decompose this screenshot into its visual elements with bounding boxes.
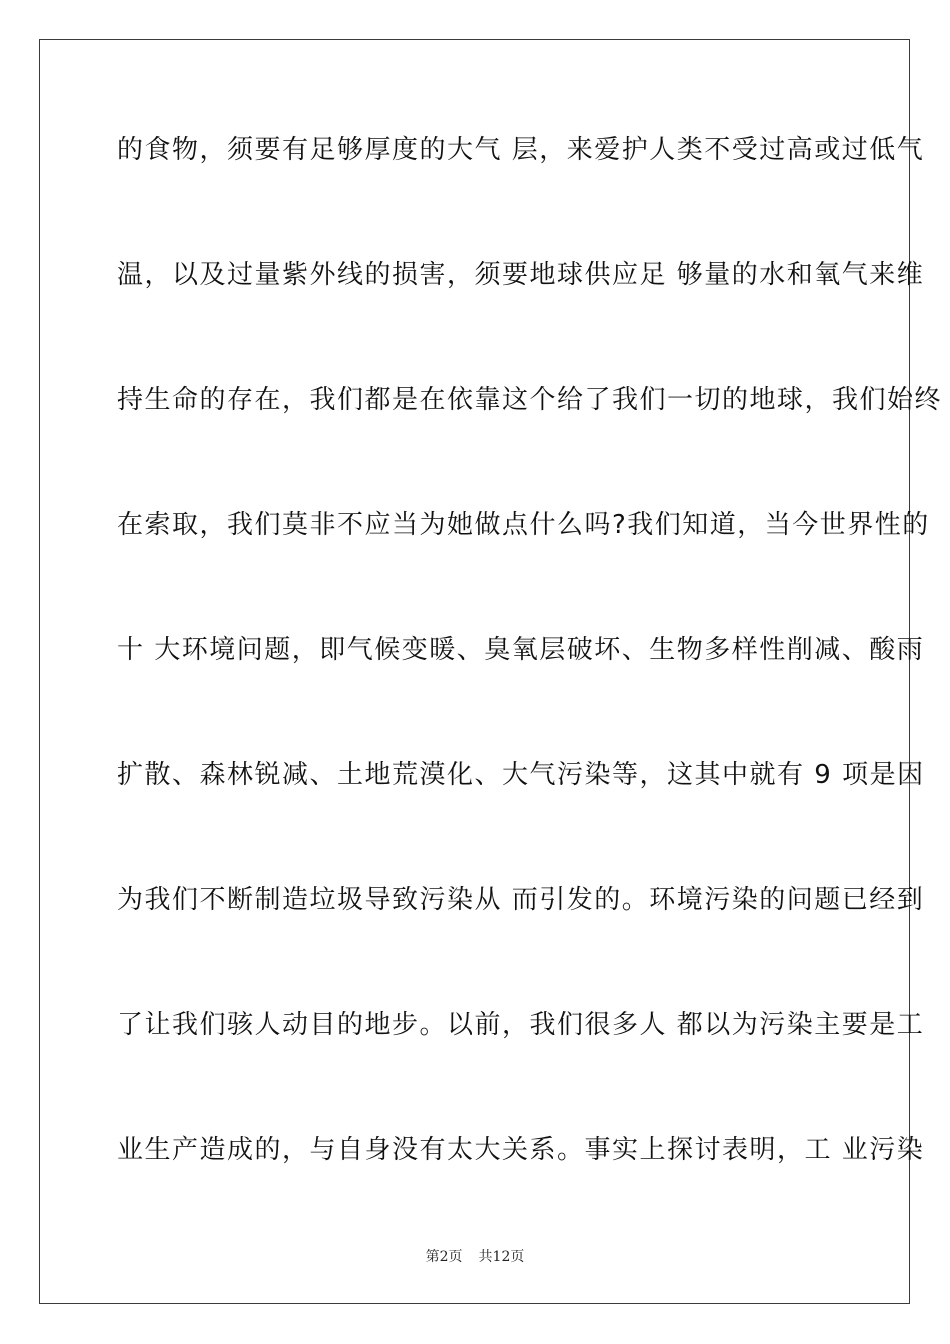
page-footer: [0, 1246, 950, 1266]
text-line-3: 持生命的存在，我们都是在依靠这个给了我们一切的地球，我们始终: [117, 385, 943, 415]
text-line-4: 在索取，我们莫非不应当为她做点什么吗?我们知道，当今世界性的: [117, 510, 930, 540]
text-line-9: 业生产造成的，与自身没有太大关系。事实上探讨表明，工 业污染: [117, 1135, 925, 1165]
text-line-2: 温，以及过量紫外线的损害，须要地球供应足 够量的水和氧气来维: [117, 260, 925, 290]
text-line-7: 为我们不断制造垃圾导致污染从 而引发的。环境污染的问题已经到: [117, 885, 925, 915]
page-total: 共12页: [478, 1249, 525, 1265]
page-number: 第2页: [425, 1249, 463, 1265]
text-line-5: 十 大环境问题，即气候变暖、臭氧层破坏、生物多样性削减、酸雨: [117, 635, 925, 665]
text-line-8: 了让我们骇人动目的地步。以前，我们很多人 都以为污染主要是工: [117, 1010, 925, 1040]
text-line-1: 的食物，须要有足够厚度的大气 层，来爱护人类不受过高或过低气: [117, 135, 925, 165]
page-border: [39, 39, 943, 1304]
text-line-6: 扩散、森林锐减、土地荒漠化、大气污染等，这其中就有 9 项是因: [117, 760, 925, 790]
